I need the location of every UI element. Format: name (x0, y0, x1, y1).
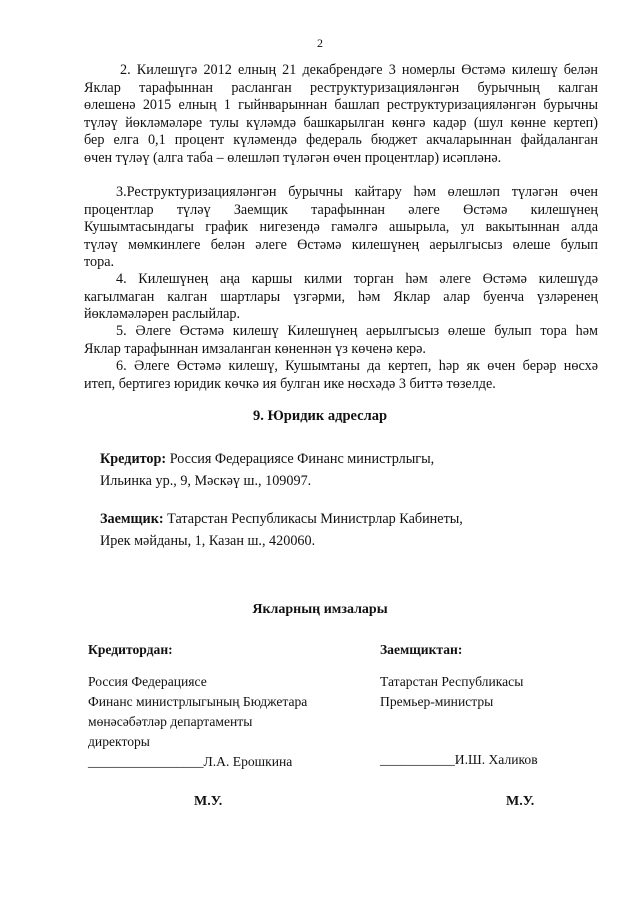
borrower-signature-block (380, 640, 600, 770)
paragraph-line: йөкләмәләрен раслыйлар. (84, 306, 241, 323)
creditor-signature-line: _________________Л.А. Ерошкина (88, 754, 293, 769)
creditor-signer-line: Россия Федерациясе (88, 674, 207, 689)
paragraph-line: Кушымтасындагы график нигезендә гамәлгә ашырыла, ул вакытыннан алда (84, 219, 598, 236)
page-number: 2 (317, 36, 323, 50)
borrower-signature-title: Заемщиктан: (380, 642, 463, 657)
creditor-name: Россия Федерациясе Финанс министрлыгы, (166, 451, 435, 467)
creditor-signer-line: директоры (88, 734, 150, 749)
paragraph-4 (84, 271, 598, 324)
borrower-address-block (100, 508, 463, 552)
paragraph-line: 2. Килешүгә 2012 елның 21 декабрендәге 3 номерлы Өстәмә килешү белән (120, 62, 598, 78)
borrower-signer-line: Татарстан Республикасы (380, 674, 524, 689)
borrower-seal-mark: М.У. (506, 794, 535, 809)
borrower-name: Татарстан Республикасы Министрлар Кабинеты, (163, 511, 463, 527)
paragraph-line: 5. Әлеге Өстәмә килешү Килешүнең аерылгысыз өлеше булып тора һәм (116, 323, 598, 339)
borrower-signature-line: ___________И.Ш. Халиков (380, 752, 538, 767)
paragraph-line: түләү мөмкинлеге белән әлеге Өстәмә килешүнең аерылгысыз өлеше булып (84, 236, 598, 253)
creditor-signature-title: Кредитордан: (88, 642, 173, 657)
paragraph-line: тора. (84, 254, 115, 271)
creditor-address-block (100, 448, 434, 492)
paragraph-line: кагылмаган калган шартлары үзгәрми, һәм Яклар алар буенча үзләренең (84, 288, 598, 305)
borrower-address: Ирек мәйданы, 1, Казан ш., 420060. (100, 533, 316, 549)
creditor-label: Кредитор: (100, 451, 167, 467)
creditor-address: Ильинка ур., 9, Мәскәү ш., 109097. (100, 473, 312, 489)
signatures-heading: Якларның имзалары (252, 602, 388, 617)
paragraph-line: бер елга 0,1 процент күләмендә федераль бюджет акчаларыннан файдаланган (84, 132, 598, 149)
paragraph-line: 6. Әлеге Өстәмә килешү, Кушымтаны да кертеп, һәр як өчен берәр нөсхә (116, 358, 598, 374)
borrower-line (100, 508, 463, 530)
borrower-label: Заемщик: (100, 511, 164, 527)
paragraph-line: 4. Килешүнең аңа каршы килми торган һәм әлеге Өстәмә килешүдә (116, 271, 598, 287)
paragraph-line: өчен түләү (алга таба – өлешләп түләгән өчен процентлар) исәпләнә. (84, 149, 502, 166)
section-heading: 9. Юридик адреслар (252, 408, 388, 424)
paragraph-line: Яклар тарафыннан имзаланган көненнән үз көченә керә. (84, 340, 426, 357)
creditor-line (100, 448, 434, 470)
paragraph-3 (84, 184, 598, 272)
paragraph-line: процентлар түләү Заемщик тарафыннан әлеге Өстәмә килешүнең (84, 201, 598, 218)
creditor-signer-line: мөнәсәбәтләр департаменты (88, 714, 253, 729)
paragraph-line: итеп, бертигез юридик көчкә ия булган ике нөсхәдә 3 биттә төзелде. (84, 375, 496, 392)
creditor-seal-mark: М.У. (194, 794, 223, 809)
creditor-signature-block (88, 640, 348, 772)
paragraph-6 (84, 358, 598, 393)
paragraph-line: 3.Реструктуризацияләнгән бурычны кайтару һәм өлешләп түләгән өчен (116, 184, 598, 200)
borrower-signer-line: Премьер-министры (380, 694, 494, 709)
paragraph-line: Яклар тарафыннан расланган реструктуризацияләнгән бурычның калган (84, 79, 598, 96)
paragraph-5 (84, 323, 598, 358)
paragraph-2 (84, 62, 598, 168)
creditor-signer-line: Финанс министрлыгының Бюджетара (88, 694, 308, 709)
paragraph-line: түләү йөкләмәләре тулы күләмдә башкарылган көнгә кадәр (шул көнне кертеп) (84, 114, 598, 131)
paragraph-line: өлешенә 2015 елның 1 гыйнварыннан башлап реструктуризацияләнгән бурычны (84, 97, 598, 114)
